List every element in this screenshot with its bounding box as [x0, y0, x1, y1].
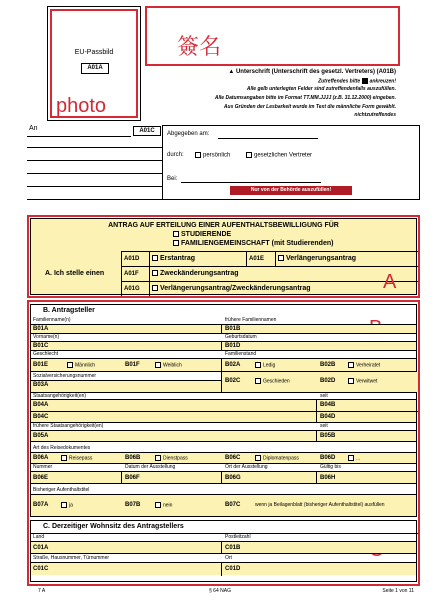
- section-a: [30, 218, 417, 295]
- code-b06a: B06A: [33, 455, 49, 461]
- code-b02c: B02C: [225, 378, 241, 384]
- section-a-label: A. Ich stelle einen: [45, 270, 105, 277]
- label-art-reisedokument: Art des Reisedokumentes: [33, 445, 91, 451]
- option-maennlich[interactable]: Männlich: [65, 362, 95, 368]
- checkbox-icon: [152, 270, 158, 276]
- code-b06c: B06C: [225, 455, 241, 461]
- label-ort-ausstellung: Ort der Ausstellung: [225, 464, 268, 470]
- signature-note-5: Aus Gründen der Lesbarkeit wurde im Text die männliche Form gewählt.: [223, 104, 396, 110]
- signature-caption: ▲ Unterschrift (Unterschrift des gesetzl. Vertreters) (A01B): [228, 69, 396, 75]
- option-gesetzlich[interactable]: gesetzlichen Vertreter: [246, 152, 312, 160]
- code-a01g: A01G: [124, 286, 140, 292]
- code-b04d: B04D: [320, 414, 336, 420]
- option-diplomatenpass[interactable]: Diplomatenpass: [253, 455, 299, 461]
- section-b-title: B. Antragsteller: [43, 307, 95, 314]
- option-persoenlich[interactable]: persönlich: [195, 152, 230, 160]
- code-b04b: B04B: [320, 402, 336, 408]
- code-a01d: A01D: [124, 256, 140, 262]
- code-b01c: B01C: [33, 343, 49, 349]
- code-c01c: C01C: [33, 566, 49, 572]
- label-familienstand: Familienstand: [225, 351, 257, 357]
- section-a-title: ANTRAG AUF ERTEILUNG EINER AUFENTHALTSBEWILLIGUNG FÜR: [108, 222, 339, 229]
- code-c01a: C01A: [33, 545, 49, 551]
- footer-center: § 64 NAG: [209, 588, 231, 594]
- code-b07a: B07A: [33, 502, 49, 508]
- code-b03a: B03A: [33, 382, 49, 388]
- code-b04a: B04A: [33, 402, 49, 408]
- code-b01e: B01E: [33, 362, 49, 368]
- an-code: A01C: [133, 126, 161, 136]
- signature-note-4: Alle Datumsangaben bitte im Format TT.MM.JJJJ (z.B. 31.12.2000) eingeben.: [214, 95, 396, 101]
- label-geschlecht: Geschlecht: [33, 351, 59, 357]
- photo-box: [47, 6, 141, 121]
- signature-note-6: nichtzutreffendes: [354, 112, 396, 118]
- code-b01f: B01F: [125, 362, 140, 368]
- signature-note-3: Alle gelb unterlegten Felder sind zutreffendenfalls auszufüllen.: [246, 86, 396, 92]
- option-verlaengerung-zweck[interactable]: Verlängerungsantrag/Zweckänderungsantrag: [152, 285, 311, 293]
- checkbox-icon: [255, 378, 261, 384]
- label-seit: seit: [320, 393, 328, 399]
- checkbox-icon: [255, 455, 261, 461]
- code-b01d: B01D: [225, 343, 241, 349]
- checkbox-icon: [173, 231, 179, 237]
- label-geburtsdatum: Geburtsdatum: [225, 334, 257, 340]
- option-ja[interactable]: ja: [59, 502, 73, 508]
- photo-code: A01A: [81, 63, 109, 74]
- checkbox-icon: [255, 362, 261, 368]
- checkbox-icon: [67, 362, 73, 368]
- abgegeben-label: Abgegeben am:: [167, 131, 210, 137]
- section-c: [30, 520, 417, 582]
- code-b06b: B06B: [125, 455, 141, 461]
- code-b06h: B06H: [320, 475, 336, 481]
- section-b: [30, 304, 417, 517]
- option-verlaengerungsantrag[interactable]: Verlängerungsantrag: [278, 255, 356, 263]
- label-seit-2: seit: [320, 423, 328, 429]
- checkbox-icon: [155, 362, 161, 368]
- label-gueltig: Gültig bis: [320, 464, 341, 470]
- option-ledig[interactable]: Ledig: [253, 362, 275, 368]
- label-fruehere-staats: frühere Staatsangehörigkeit(en): [33, 423, 104, 429]
- photo-overlay-label: photo: [56, 95, 107, 117]
- label-vorname: Vorname(n): [33, 334, 60, 340]
- signature-note-2: Zutreffendes bitte ankreuzen!: [318, 78, 396, 85]
- code-b05a: B05A: [33, 433, 49, 439]
- code-b06g: B06G: [225, 475, 241, 481]
- section-a-overlay-label: A: [383, 271, 397, 293]
- arrow-up-icon: ▲: [228, 69, 235, 75]
- durch-label: durch:: [167, 152, 184, 158]
- option-reisepass[interactable]: Reisepass: [59, 455, 92, 461]
- checkbox-icon: [152, 255, 158, 261]
- code-b01b: B01B: [225, 326, 241, 332]
- option-verheiratet[interactable]: Verheiratet: [346, 362, 380, 368]
- code-b06f: B06F: [125, 475, 140, 481]
- authority-box: [162, 125, 420, 200]
- label-nummer: Nummer: [33, 464, 53, 470]
- code-c01b: C01B: [225, 545, 241, 551]
- option-other[interactable]: ...: [346, 455, 360, 461]
- code-b04c: B04C: [33, 414, 49, 420]
- label-familienname: Familienname(n): [33, 317, 71, 323]
- checkbox-icon: [152, 285, 158, 291]
- section-c-title: C. Derzeitiger Wohnsitz des Antragstellers: [43, 523, 184, 530]
- code-b06d: B06D: [320, 455, 336, 461]
- option-familiengemeinschaft[interactable]: FAMILIENGEMEINSCHAFT (mit Studierenden): [173, 240, 333, 248]
- code-a01e: A01E: [249, 256, 265, 262]
- code-b02a: B02A: [225, 362, 241, 368]
- code-b06e: B06E: [33, 475, 49, 481]
- code-b02d: B02D: [320, 378, 336, 384]
- option-verwitwet[interactable]: Verwitwet: [346, 378, 377, 384]
- code-b01a: B01A: [33, 326, 49, 332]
- checkbox-icon: [348, 362, 354, 368]
- label-ausstellung: Datum der Ausstellung: [125, 464, 176, 470]
- option-weiblich[interactable]: Weiblich: [153, 362, 182, 368]
- checkbox-icon: [278, 255, 284, 261]
- checkbox-icon: [246, 152, 252, 158]
- note-wenn-ja: wenn ja Beilagenblatt (bisheriger Aufenthaltstitel) ausfüllen: [255, 502, 385, 508]
- address-box: [27, 125, 162, 200]
- checkbox-icon: [155, 455, 161, 461]
- code-a01f: A01F: [124, 271, 139, 277]
- checkbox-icon: [61, 502, 67, 508]
- checkbox-icon: [173, 240, 179, 246]
- label-staatsangehoerigkeit: Staatsangehörigkeit(en): [33, 393, 87, 399]
- checked-box-icon: [362, 78, 368, 84]
- option-dienstpass[interactable]: Dienstpass: [153, 455, 188, 461]
- bei-label: Bei:: [167, 176, 178, 182]
- checkbox-icon: [155, 502, 161, 508]
- option-geschieden[interactable]: Geschieden: [253, 378, 290, 384]
- checkbox-icon: [348, 455, 354, 461]
- label-postleitzahl: Postleitzahl: [225, 534, 251, 540]
- an-label: An: [29, 125, 38, 132]
- signature-highlight: [145, 6, 400, 66]
- label-land: Land: [33, 534, 45, 540]
- label-ort: Ort: [225, 555, 232, 561]
- option-erstantrag[interactable]: Erstantrag: [152, 255, 195, 263]
- code-b02b: B02B: [320, 362, 336, 368]
- checkbox-icon: [348, 378, 354, 384]
- footer-right: Seite 1 von 11: [382, 588, 414, 594]
- passbild-label: EU-Passbild: [74, 49, 114, 56]
- checkbox-icon: [61, 455, 67, 461]
- signature-overlay-label: 簽名: [177, 34, 222, 59]
- code-b07b: B07B: [125, 502, 141, 508]
- authority-only-button[interactable]: Nur von der Behörde auszufüllen!: [230, 186, 352, 195]
- option-zweckaenderungsantrag[interactable]: Zweckänderungsantrag: [152, 270, 239, 278]
- label-sozialversicherung: Sozialversicherungsnummer: [33, 373, 97, 379]
- label-fruehere: frühere Familiennamen: [225, 317, 277, 323]
- option-nein[interactable]: nein: [153, 502, 172, 508]
- label-strasse: Straße, Hausnummer, Türnummer: [33, 555, 110, 561]
- checkbox-icon: [195, 152, 201, 158]
- label-bisheriger-titel: Bisheriger Aufenthaltstitel: [33, 487, 90, 493]
- code-c01d: C01D: [225, 566, 241, 572]
- code-b07c: B07C: [225, 502, 241, 508]
- footer-left: 7 A: [38, 588, 46, 594]
- code-b05b: B05B: [320, 433, 336, 439]
- option-studierende[interactable]: STUDIERENDE: [173, 231, 231, 239]
